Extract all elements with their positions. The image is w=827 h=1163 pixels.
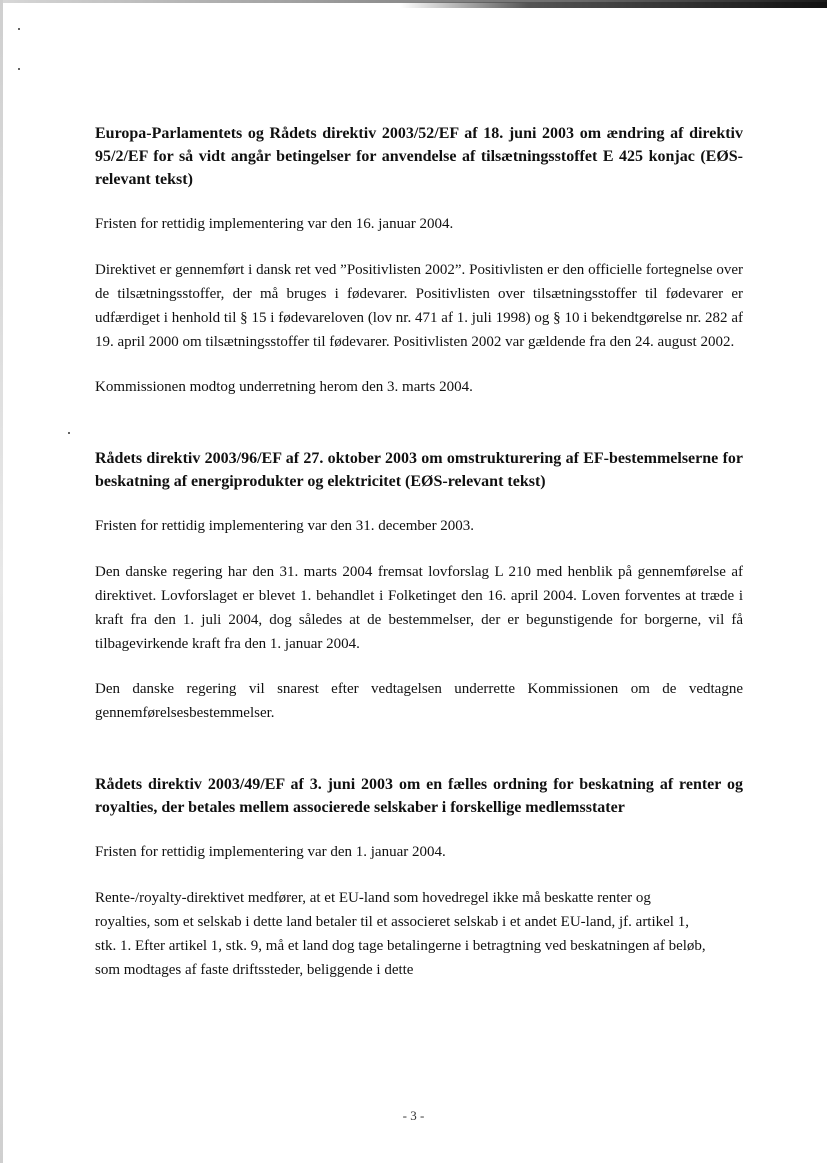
paragraph: Den danske regering har den 31. marts 2004 fremsat lovforslag L 210 med henblik på gennemførelse af direktivet. Lovforslaget er blevet 1. behandlet i Folketinget den 16. april 2004. Loven forventes at træde i kraft fra den 1. juli 2004, dog således at de bestemmelser, der er begunstigende for borgerne, vil få tilbagevirkende kraft fra den 1. januar 2004. bbox=[95, 564, 743, 652]
page-number: - 3 - bbox=[402, 1108, 425, 1123]
paragraph: Direktivet er gennemført i dansk ret ved ”Positivlisten 2002”. Positivlisten er den officielle fortegnelse over de tilsætningsstoffer, der må bruges i fødevarer. Positivlisten over tilsætningsstoffer til fødevarer er udfærdiget i henhold til § 15 i fødevareloven (lov nr. 471 af 1. juli 1998) og § 10 i bekendtgørelse nr. 282 af 19. april 2000 om tilsætningsstoffer til fødevarer. Positivlisten 2002 var gældende fra den 24. august 2002. bbox=[95, 262, 743, 350]
scan-speck bbox=[18, 68, 20, 70]
paragraph: Den danske regering vil snarest efter vedtagelsen underrette Kommissionen om de vedtagne gennemførelsesbestemmelser. bbox=[95, 681, 743, 721]
paragraph: Kommissionen modtog underretning herom den 3. marts 2004. bbox=[95, 379, 473, 395]
scan-speck bbox=[18, 28, 20, 30]
scan-speck bbox=[68, 432, 70, 434]
paragraph: Fristen for rettidig implementering var den 1. januar 2004. bbox=[95, 844, 446, 860]
paragraph: Fristen for rettidig implementering var den 16. januar 2004. bbox=[95, 216, 454, 232]
scan-left-edge bbox=[0, 0, 3, 1163]
section-directive-2003-52 bbox=[95, 122, 743, 399]
paragraph: Fristen for rettidig implementering var den 31. december 2003. bbox=[95, 518, 475, 534]
section-heading: Rådets direktiv 2003/49/EF af 3. juni 2003 om en fælles ordning for beskatning af renter og royalties, der betales mellem associerede selskaber i forskellige medlemsstater bbox=[95, 776, 743, 816]
section-heading: Rådets direktiv 2003/96/EF af 27. oktober 2003 om omstrukturering af EF-bestemmelserne for beskatning af energiprodukter og elektricitet (EØS-relevant tekst) bbox=[95, 450, 743, 490]
document-body bbox=[95, 122, 743, 982]
scan-top-shadow bbox=[400, 2, 827, 8]
section-heading: Europa-Parlamentets og Rådets direktiv 2003/52/EF af 18. juni 2003 om ændring af direktiv 95/2/EF for så vidt angår betingelser for anvendelse af tilsætningsstoffet E 425 konjac (EØS-relevant tekst) bbox=[95, 125, 743, 188]
section-directive-2003-49 bbox=[95, 773, 743, 982]
paragraph: Rente-/royalty-direktivet medfører, at et EU-land som hovedregel ikke må beskatte renter og royalties, som et selskab i dette land betaler til et associeret selskab i et andet EU-land, jf. artikel 1, stk. 1. Efter artikel 1, stk. 9, må et land dog tage betalingerne i betragtning ved beskatningen af beløb, som modtages af faste driftssteder, beliggende i dette bbox=[95, 890, 706, 978]
section-directive-2003-96 bbox=[95, 447, 743, 725]
